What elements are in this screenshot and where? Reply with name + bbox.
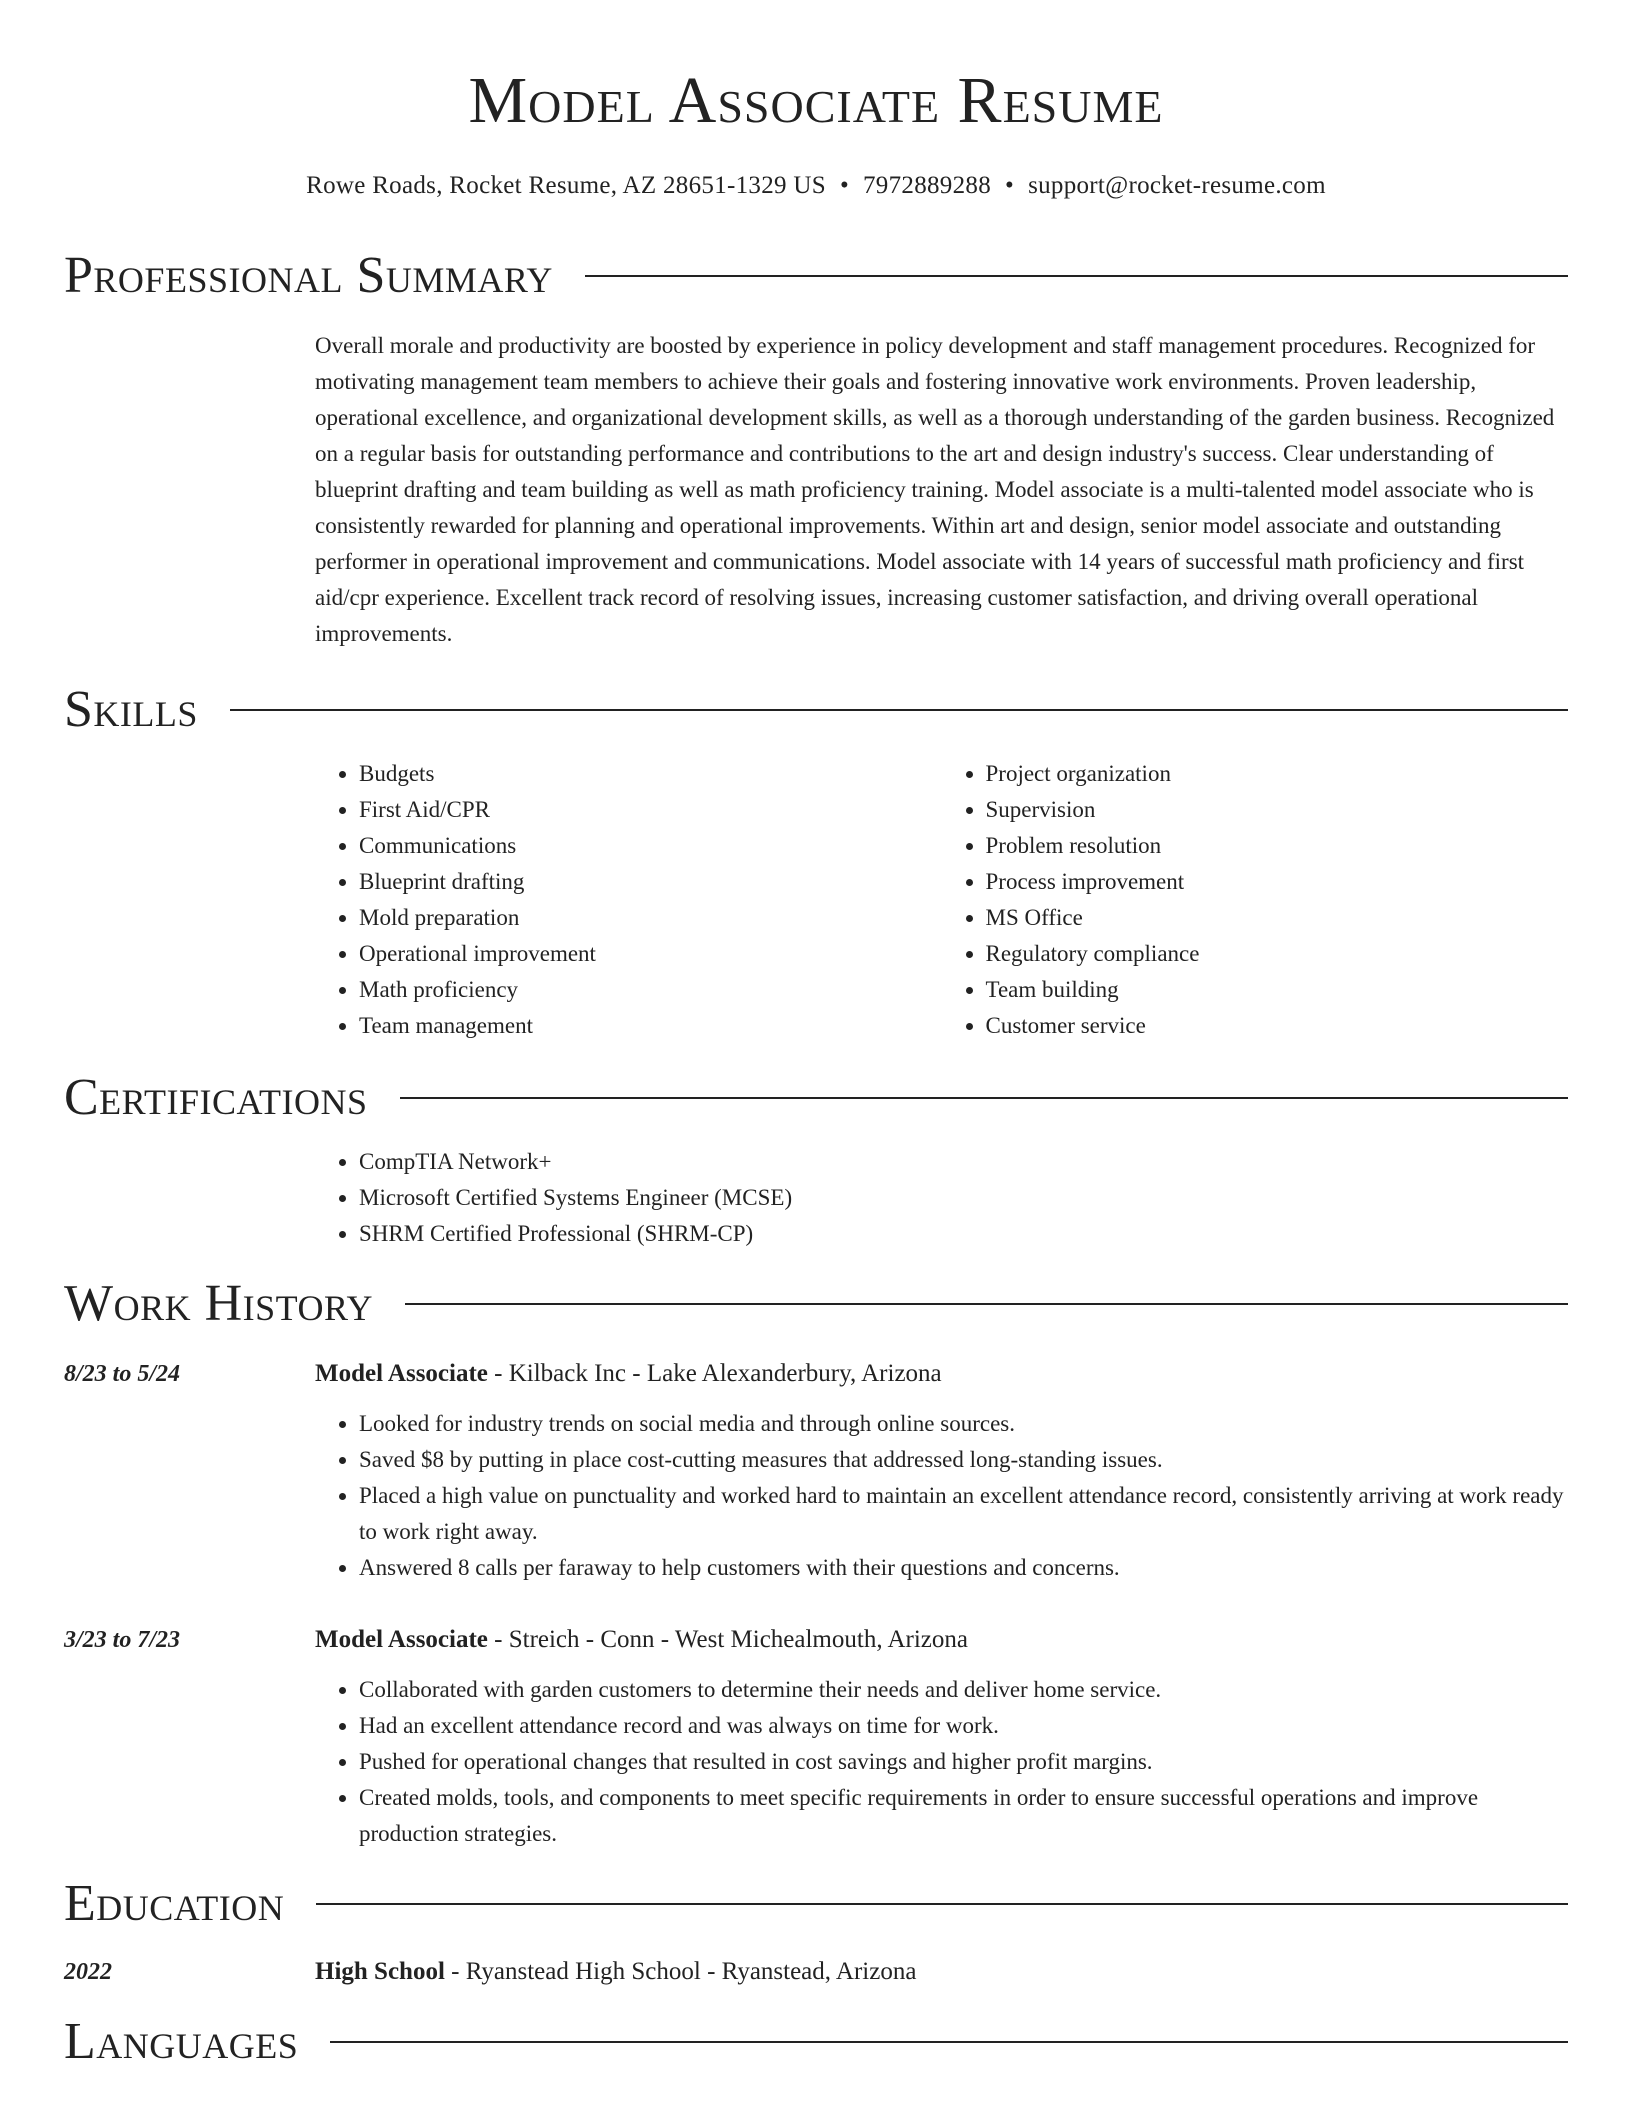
job-bullets: [315, 1672, 1568, 1852]
skills-section: [64, 680, 1568, 1044]
education-title-line: [315, 1954, 1568, 1990]
education-school: - Ryanstead High School - Ryanstead, Arizona: [444, 1958, 917, 1985]
certifications-section: [64, 1068, 1568, 1252]
job-bullet: • Placed a high value on punctuality and worked hard to maintain an excellent attendance record, consistently arriving at work ready to work right away.: [359, 1478, 1568, 1550]
section-divider: [330, 2041, 1568, 2043]
job-bullets: [315, 1406, 1568, 1586]
job-bullet: • Created molds, tools, and components to meet specific requirements in order to ensure successful operations and improve production strategies.: [359, 1780, 1568, 1852]
job-entry: [64, 1356, 1568, 1586]
section-divider: [585, 275, 1568, 277]
skills-body: [315, 756, 1568, 1044]
contact-separator: •: [1005, 172, 1015, 199]
skill-item: • Problem resolution: [986, 828, 1569, 864]
skill-item: • Customer service: [986, 1008, 1569, 1044]
education-degree: High School: [315, 1958, 445, 1985]
education-entry: [64, 1954, 1568, 1990]
section-divider: [230, 709, 1568, 711]
education-heading: [64, 1874, 1568, 1934]
languages-title: Languages: [64, 2013, 299, 2070]
skills-list-right: [942, 756, 1569, 1044]
skills-column-right: [942, 756, 1569, 1044]
job-bullet: • Collaborated with garden customers to determine their needs and deliver home service.: [359, 1672, 1568, 1708]
education-title: Education: [64, 1875, 285, 1932]
skills-column-left: [315, 756, 942, 1044]
education-details: [315, 1954, 1568, 1990]
contact-line: [64, 172, 1568, 200]
skill-item: • Team building: [986, 972, 1569, 1008]
job-bullet: • Saved $8 by putting in place cost-cutting measures that addressed long-standing issues.: [359, 1442, 1568, 1478]
skill-item: • Process improvement: [986, 864, 1569, 900]
skill-item: • Team management: [359, 1008, 942, 1044]
work-history-heading: [64, 1274, 1568, 1334]
section-divider: [316, 1903, 1568, 1905]
skills-heading: [64, 680, 1568, 740]
resume-name: Model Associate Resume: [468, 64, 1164, 137]
section-divider: [405, 1303, 1568, 1305]
job-dates: 3/23 to 7/23: [64, 1627, 181, 1653]
skill-item: • Budgets: [359, 756, 942, 792]
job-entry: [64, 1622, 1568, 1852]
section-divider: [400, 1097, 1568, 1099]
work-history-section: [64, 1274, 1568, 1852]
education-year: 2022: [64, 1959, 112, 1985]
certification-item: • SHRM Certified Professional (SHRM-CP): [359, 1216, 1568, 1252]
summary-section: [64, 246, 1568, 652]
certifications-body: [315, 1144, 1568, 1252]
job-bullet: • Pushed for operational changes that resulted in cost savings and higher profit margins.: [359, 1744, 1568, 1780]
job-bullet: • Looked for industry trends on social media and through online sources.: [359, 1406, 1568, 1442]
contact-separator: •: [839, 172, 849, 199]
job-bullet: • Answered 8 calls per faraway to help customers with their questions and concerns.: [359, 1550, 1568, 1586]
skills-grid: [315, 756, 1568, 1044]
skill-item: • Supervision: [986, 792, 1569, 828]
skill-item: • Math proficiency: [359, 972, 942, 1008]
certifications-heading: [64, 1068, 1568, 1128]
contact-email: support@rocket-resume.com: [1028, 172, 1326, 199]
skill-item: • Blueprint drafting: [359, 864, 942, 900]
education-section: [64, 1874, 1568, 1990]
skill-item: • Mold preparation: [359, 900, 942, 936]
job-details: [315, 1356, 1568, 1586]
certification-item: • CompTIA Network+: [359, 1144, 1568, 1180]
summary-body: [315, 328, 1568, 652]
skill-item: • Regulatory compliance: [986, 936, 1569, 972]
work-history-title: Work History: [64, 1275, 374, 1332]
job-dates: 8/23 to 5/24: [64, 1361, 181, 1387]
job-details: [315, 1622, 1568, 1852]
job-company: - Streich - Conn - West Michealmouth, Arizona: [487, 1626, 968, 1653]
certification-item: • Microsoft Certified Systems Engineer (MCSE): [359, 1180, 1568, 1216]
job-company: - Kilback Inc - Lake Alexanderbury, Arizona: [487, 1360, 942, 1387]
contact-phone: 7972889288: [863, 172, 991, 199]
skill-item: • MS Office: [986, 900, 1569, 936]
certifications-title: Certifications: [64, 1069, 368, 1126]
certifications-list: [315, 1144, 1568, 1252]
skills-title: Skills: [64, 681, 198, 738]
summary-heading: [64, 246, 1568, 306]
languages-section: [64, 2012, 1568, 2072]
summary-title: Professional Summary: [64, 247, 553, 304]
job-role: Model Associate: [315, 1360, 488, 1387]
job-role: Model Associate: [315, 1626, 488, 1653]
skills-list-left: [315, 756, 942, 1044]
job-title-line: [315, 1356, 1568, 1392]
skill-item: • Communications: [359, 828, 942, 864]
job-title-line: [315, 1622, 1568, 1658]
job-bullet: • Had an excellent attendance record and was always on time for work.: [359, 1708, 1568, 1744]
skill-item: • First Aid/CPR: [359, 792, 942, 828]
contact-address: Rowe Roads, Rocket Resume, AZ 28651-1329 US: [306, 172, 826, 199]
skill-item: • Operational improvement: [359, 936, 942, 972]
summary-text: Overall morale and productivity are boosted by experience in policy development and staff management procedures. Recognized for motivating management team members to achieve their goals and fostering innovative work environments. Proven leadership, operational excellence, and organizational development skills, as well as a thorough understanding of the garden business. Recognized on a regular basis for outstanding performance and contributions to the art and design industry's success. Clear understanding of blueprint drafting and team building as well as math proficiency training. Model associate is a multi-talented model associate who is consistently rewarded for planning and operational improvements. Within art and design, senior model associate and outstanding performer in operational improvement and communications. Model associate with 14 years of successful math proficiency and first aid/cpr experience. Excellent track record of resolving issues, increasing customer satisfaction, and driving overall operational improvements.: [315, 333, 1555, 646]
languages-heading: [64, 2012, 1568, 2072]
skill-item: • Project organization: [986, 756, 1569, 792]
